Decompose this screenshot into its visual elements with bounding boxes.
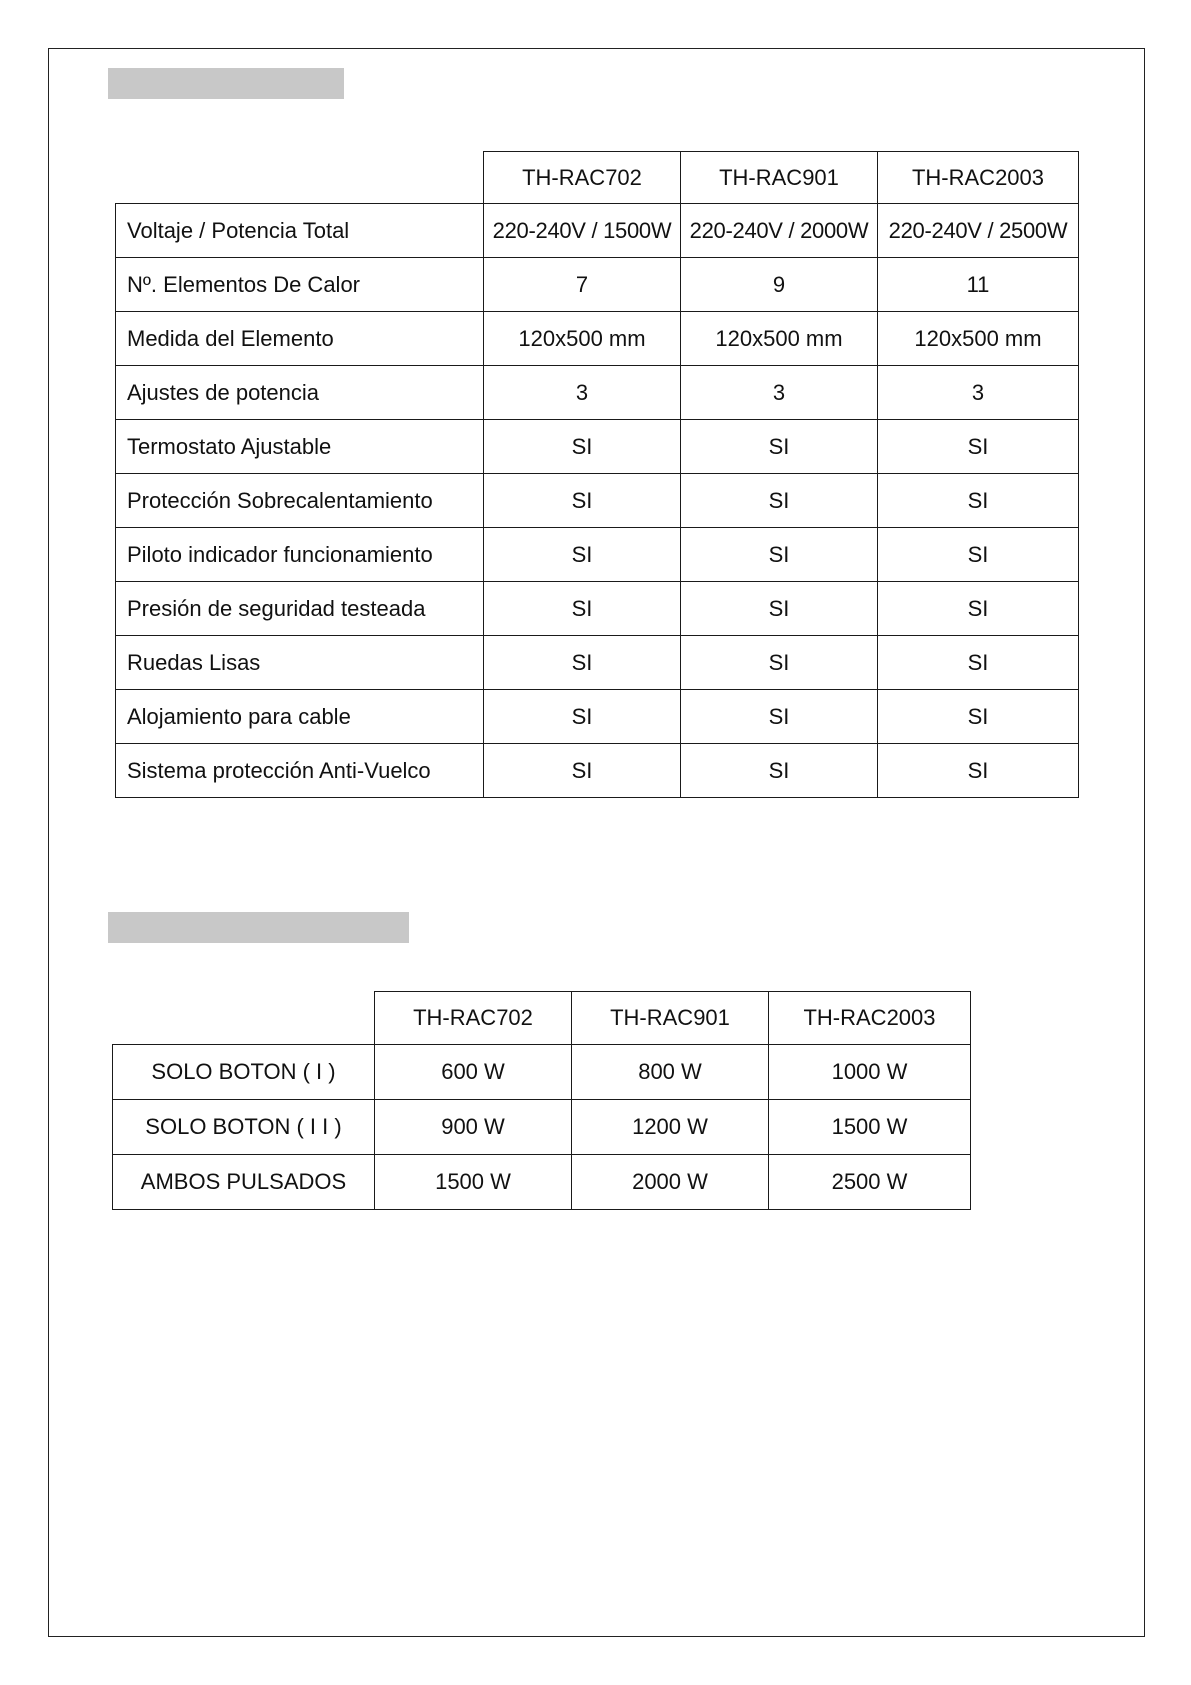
section-heading-bar-power-settings bbox=[108, 912, 409, 943]
row-label: SOLO BOTON ( I I ) bbox=[113, 1100, 375, 1155]
specifications-table bbox=[115, 151, 1079, 798]
cell-value: SI bbox=[878, 582, 1079, 636]
cell-value: SI bbox=[681, 420, 878, 474]
model-header: TH-RAC2003 bbox=[878, 152, 1079, 204]
row-label: Piloto indicador funcionamiento bbox=[116, 528, 484, 582]
cell-value: 11 bbox=[878, 258, 1079, 312]
cell-value: 1000 W bbox=[769, 1045, 971, 1100]
cell-value: 9 bbox=[681, 258, 878, 312]
cell-value: SI bbox=[681, 690, 878, 744]
model-header: TH-RAC901 bbox=[572, 992, 769, 1045]
cell-value: SI bbox=[681, 636, 878, 690]
cell-value: SI bbox=[878, 690, 1079, 744]
table-row bbox=[116, 312, 1079, 366]
cell-value: 900 W bbox=[375, 1100, 572, 1155]
model-header: TH-RAC901 bbox=[681, 152, 878, 204]
cell-value: 2500 W bbox=[769, 1155, 971, 1210]
row-label: Ruedas Lisas bbox=[116, 636, 484, 690]
cell-value: 3 bbox=[484, 366, 681, 420]
empty-corner-cell bbox=[113, 992, 375, 1045]
cell-value: SI bbox=[484, 636, 681, 690]
cell-value: SI bbox=[484, 690, 681, 744]
cell-value: 7 bbox=[484, 258, 681, 312]
model-header: TH-RAC702 bbox=[375, 992, 572, 1045]
table-row bbox=[116, 636, 1079, 690]
table-row bbox=[113, 1100, 971, 1155]
cell-value: 600 W bbox=[375, 1045, 572, 1100]
cell-value: SI bbox=[878, 474, 1079, 528]
table-row bbox=[116, 366, 1079, 420]
table-row bbox=[116, 744, 1079, 798]
cell-value: SI bbox=[878, 636, 1079, 690]
cell-value: SI bbox=[878, 744, 1079, 798]
row-label: Medida del Elemento bbox=[116, 312, 484, 366]
cell-value: 120x500 mm bbox=[681, 312, 878, 366]
cell-value: 120x500 mm bbox=[484, 312, 681, 366]
table-row bbox=[116, 474, 1079, 528]
cell-value: 220-240V / 2500W bbox=[878, 204, 1079, 258]
table-row bbox=[116, 258, 1079, 312]
cell-value: SI bbox=[681, 744, 878, 798]
table-row bbox=[116, 528, 1079, 582]
cell-value: SI bbox=[681, 474, 878, 528]
cell-value: SI bbox=[484, 582, 681, 636]
table-header-row bbox=[116, 152, 1079, 204]
section-heading-bar-specifications bbox=[108, 68, 344, 99]
row-label: Sistema protección Anti-Vuelco bbox=[116, 744, 484, 798]
row-label: Voltaje / Potencia Total bbox=[116, 204, 484, 258]
empty-corner-cell bbox=[116, 152, 484, 204]
cell-value: SI bbox=[681, 582, 878, 636]
cell-value: SI bbox=[484, 528, 681, 582]
cell-value: 2000 W bbox=[572, 1155, 769, 1210]
cell-value: SI bbox=[878, 528, 1079, 582]
cell-value: SI bbox=[484, 474, 681, 528]
model-header: TH-RAC702 bbox=[484, 152, 681, 204]
cell-value: SI bbox=[681, 528, 878, 582]
table-row bbox=[113, 1045, 971, 1100]
table-header-row bbox=[113, 992, 971, 1045]
cell-value: 3 bbox=[681, 366, 878, 420]
table-row bbox=[116, 582, 1079, 636]
row-label: SOLO BOTON ( I ) bbox=[113, 1045, 375, 1100]
row-label: Ajustes de potencia bbox=[116, 366, 484, 420]
cell-value: 220-240V / 1500W bbox=[484, 204, 681, 258]
cell-value: 800 W bbox=[572, 1045, 769, 1100]
row-label: AMBOS PULSADOS bbox=[113, 1155, 375, 1210]
cell-value: 220-240V / 2000W bbox=[681, 204, 878, 258]
row-label: Protección Sobrecalentamiento bbox=[116, 474, 484, 528]
table-row bbox=[116, 690, 1079, 744]
cell-value: 1500 W bbox=[375, 1155, 572, 1210]
table-row bbox=[116, 204, 1079, 258]
row-label: Alojamiento para cable bbox=[116, 690, 484, 744]
table-row bbox=[116, 420, 1079, 474]
cell-value: SI bbox=[484, 744, 681, 798]
cell-value: 120x500 mm bbox=[878, 312, 1079, 366]
cell-value: SI bbox=[484, 420, 681, 474]
cell-value: 1200 W bbox=[572, 1100, 769, 1155]
cell-value: 1500 W bbox=[769, 1100, 971, 1155]
table-row bbox=[113, 1155, 971, 1210]
cell-value: SI bbox=[878, 420, 1079, 474]
row-label: Termostato Ajustable bbox=[116, 420, 484, 474]
power-settings-table bbox=[112, 991, 971, 1210]
row-label: Nº. Elementos De Calor bbox=[116, 258, 484, 312]
model-header: TH-RAC2003 bbox=[769, 992, 971, 1045]
cell-value: 3 bbox=[878, 366, 1079, 420]
row-label: Presión de seguridad testeada bbox=[116, 582, 484, 636]
